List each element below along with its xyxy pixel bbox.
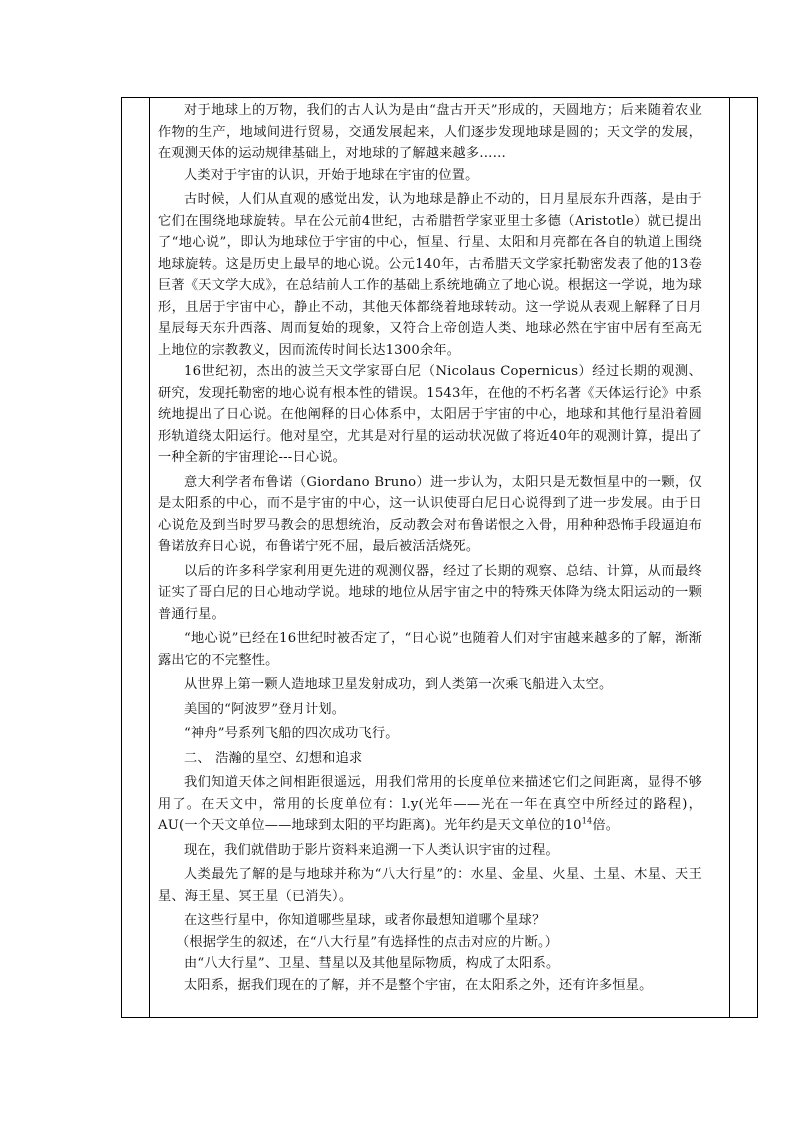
table-right-column — [729, 98, 757, 1017]
paragraph-theories-limits: “地心说”已经在16世纪时被否定了，“日心说”也随着人们对宇宙越来越多的了解，渐渐露出它的不完整性。 — [158, 631, 702, 668]
paragraph-satellite: 从世界上第一颗人造地球卫星发射成功，到人类第一次乘飞船进入太空。 — [184, 677, 613, 692]
distance-units-end: 倍。 — [592, 818, 620, 833]
paragraph-cosmos-position: 人类对于宇宙的认识，开始于地球在宇宙的位置。 — [184, 167, 479, 183]
paragraph-apollo: 美国的“阿波罗”登月计划。 — [184, 701, 346, 717]
paragraph-distance-units — [158, 772, 702, 837]
paragraph-geocentric: 古时候，人们从直观的感觉出发，认为地球是静止不动的，日月星辰东升西落，是由于它们在围绕地球旋转。早在公元前4世纪，古希腊哲学家亚里士多德（Aristotle）就已提出了“地心说”，即认为地球位于宇宙的中心，恒星、行星、太阳和月亮都在各自的轨道上围绕地球旋转。这是历史上最早的地心说。公元140年，古希腊天文学家托勒密发表了他的13卷巨著《天文学大成》，在总结前人工作的基础上系统地确立了地心说。根据这一学说，地为球形，且居于宇宙中心，静止不动，其他天体都绕着地球转动。这一学说从表观上解释了日月星辰每天东升西落、周而复始的现象，又符合上帝创造人类、地球必然在宇宙中居有至高无上地位的宗教教义，因而流传时间长达1300余年。 — [158, 192, 702, 358]
paragraph-beyond-solar-system: 太阳系，据我们现在的了解，并不是整个宇宙，在太阳系之外，还有许多恒星。 — [184, 977, 653, 993]
paragraph-film-review: 现在，我们就借助于影片资料来追溯一下人类认识宇宙的过程。 — [184, 842, 559, 858]
lesson-table — [121, 97, 758, 1018]
table-left-column — [122, 98, 150, 1017]
paragraph-ancient-view: 对于地球上的万物，我们的古人认为是由“盘古开天”形成的，天圆地方；后来随着农业作物的生产，地域间进行贸易，交通发展起来，人们逐步发现地球是圆的；天文学的发展，在观测天体的运动规律基础上，对地球的了解越来越多…… — [158, 103, 702, 161]
section-heading-starry-sky: 二、 浩瀚的星空、幻想和追求 — [184, 750, 363, 766]
paragraph-copernicus: 16世纪初，杰出的波兰天文学家哥白尼（Nicolaus Copernicus）经过长期的观测、研究，发现托勒密的地心说有根本性的错误。1543年，在他的不朽名著《天体运行论》中系统地提出了日心说。在他阐释的日心体系中，太阳居于宇宙的中心，地球和其他行星沿着圆形轨道绕太阳运行。他对星空，尤其是对行星的运动状况做了将近40年的观测计算，提出了一种全新的宇宙理论---日心说。 — [158, 364, 702, 465]
paragraph-shenzhou: “神舟”号系列飞船的四次成功飞行。 — [184, 726, 399, 741]
lesson-content-cell — [158, 98, 702, 996]
paragraph-later-scientists: 以后的许多科学家利用更先进的观测仪器，经过了长期的观察、总结、计算，从而最终证实了哥白尼的日心地动学说。地球的地位从居宇宙之中的特殊天体降为绕太阳运动的一颗普通行星。 — [158, 563, 702, 622]
exponent-14: 14 — [581, 816, 593, 826]
paragraph-eight-planets: 人类最先了解的是与地球并称为“八大行星”的：水星、金星、火星、土星、木星、天王星、海王星、冥王星（已消失）。 — [158, 867, 702, 904]
distance-units-text: 我们知道天体之间相距很遥远，用我们常用的长度单位来描述它们之间距离，显得不够用了。在天文中，常用的长度单位有：l.y(光年——光在一年在真空中所经过的路程)，AU(一个天文单位——地球到太阳的平均距离)。光年约是天文单位的10 — [158, 775, 702, 833]
paragraph-question: 在这些行星中，你知道哪些星球，或者你最想知道哪个星球？ — [184, 913, 546, 928]
paragraph-solar-system: 由“八大行星”、卫星、彗星以及其他星际物质，构成了太阳系。 — [184, 956, 560, 971]
paragraph-teacher-note: （根据学生的叙述，在“八大行星”有选择性的点击对应的片断。） — [176, 934, 559, 950]
paragraph-bruno: 意大利学者布鲁诺（Giordano Bruno）进一步认为，太阳只是无数恒星中的一颗，仅是太阳系的中心，而不是宇宙的中心，这一认识使哥白尼日心说得到了进一步发展。由于日心说危及到当时罗马教会的思想统治，反动教会对布鲁诺恨之入骨，用种种恐怖手段逼迫布鲁诺放弃日心说，布鲁诺宁死不屈，最后被活活烧死。 — [158, 474, 702, 554]
